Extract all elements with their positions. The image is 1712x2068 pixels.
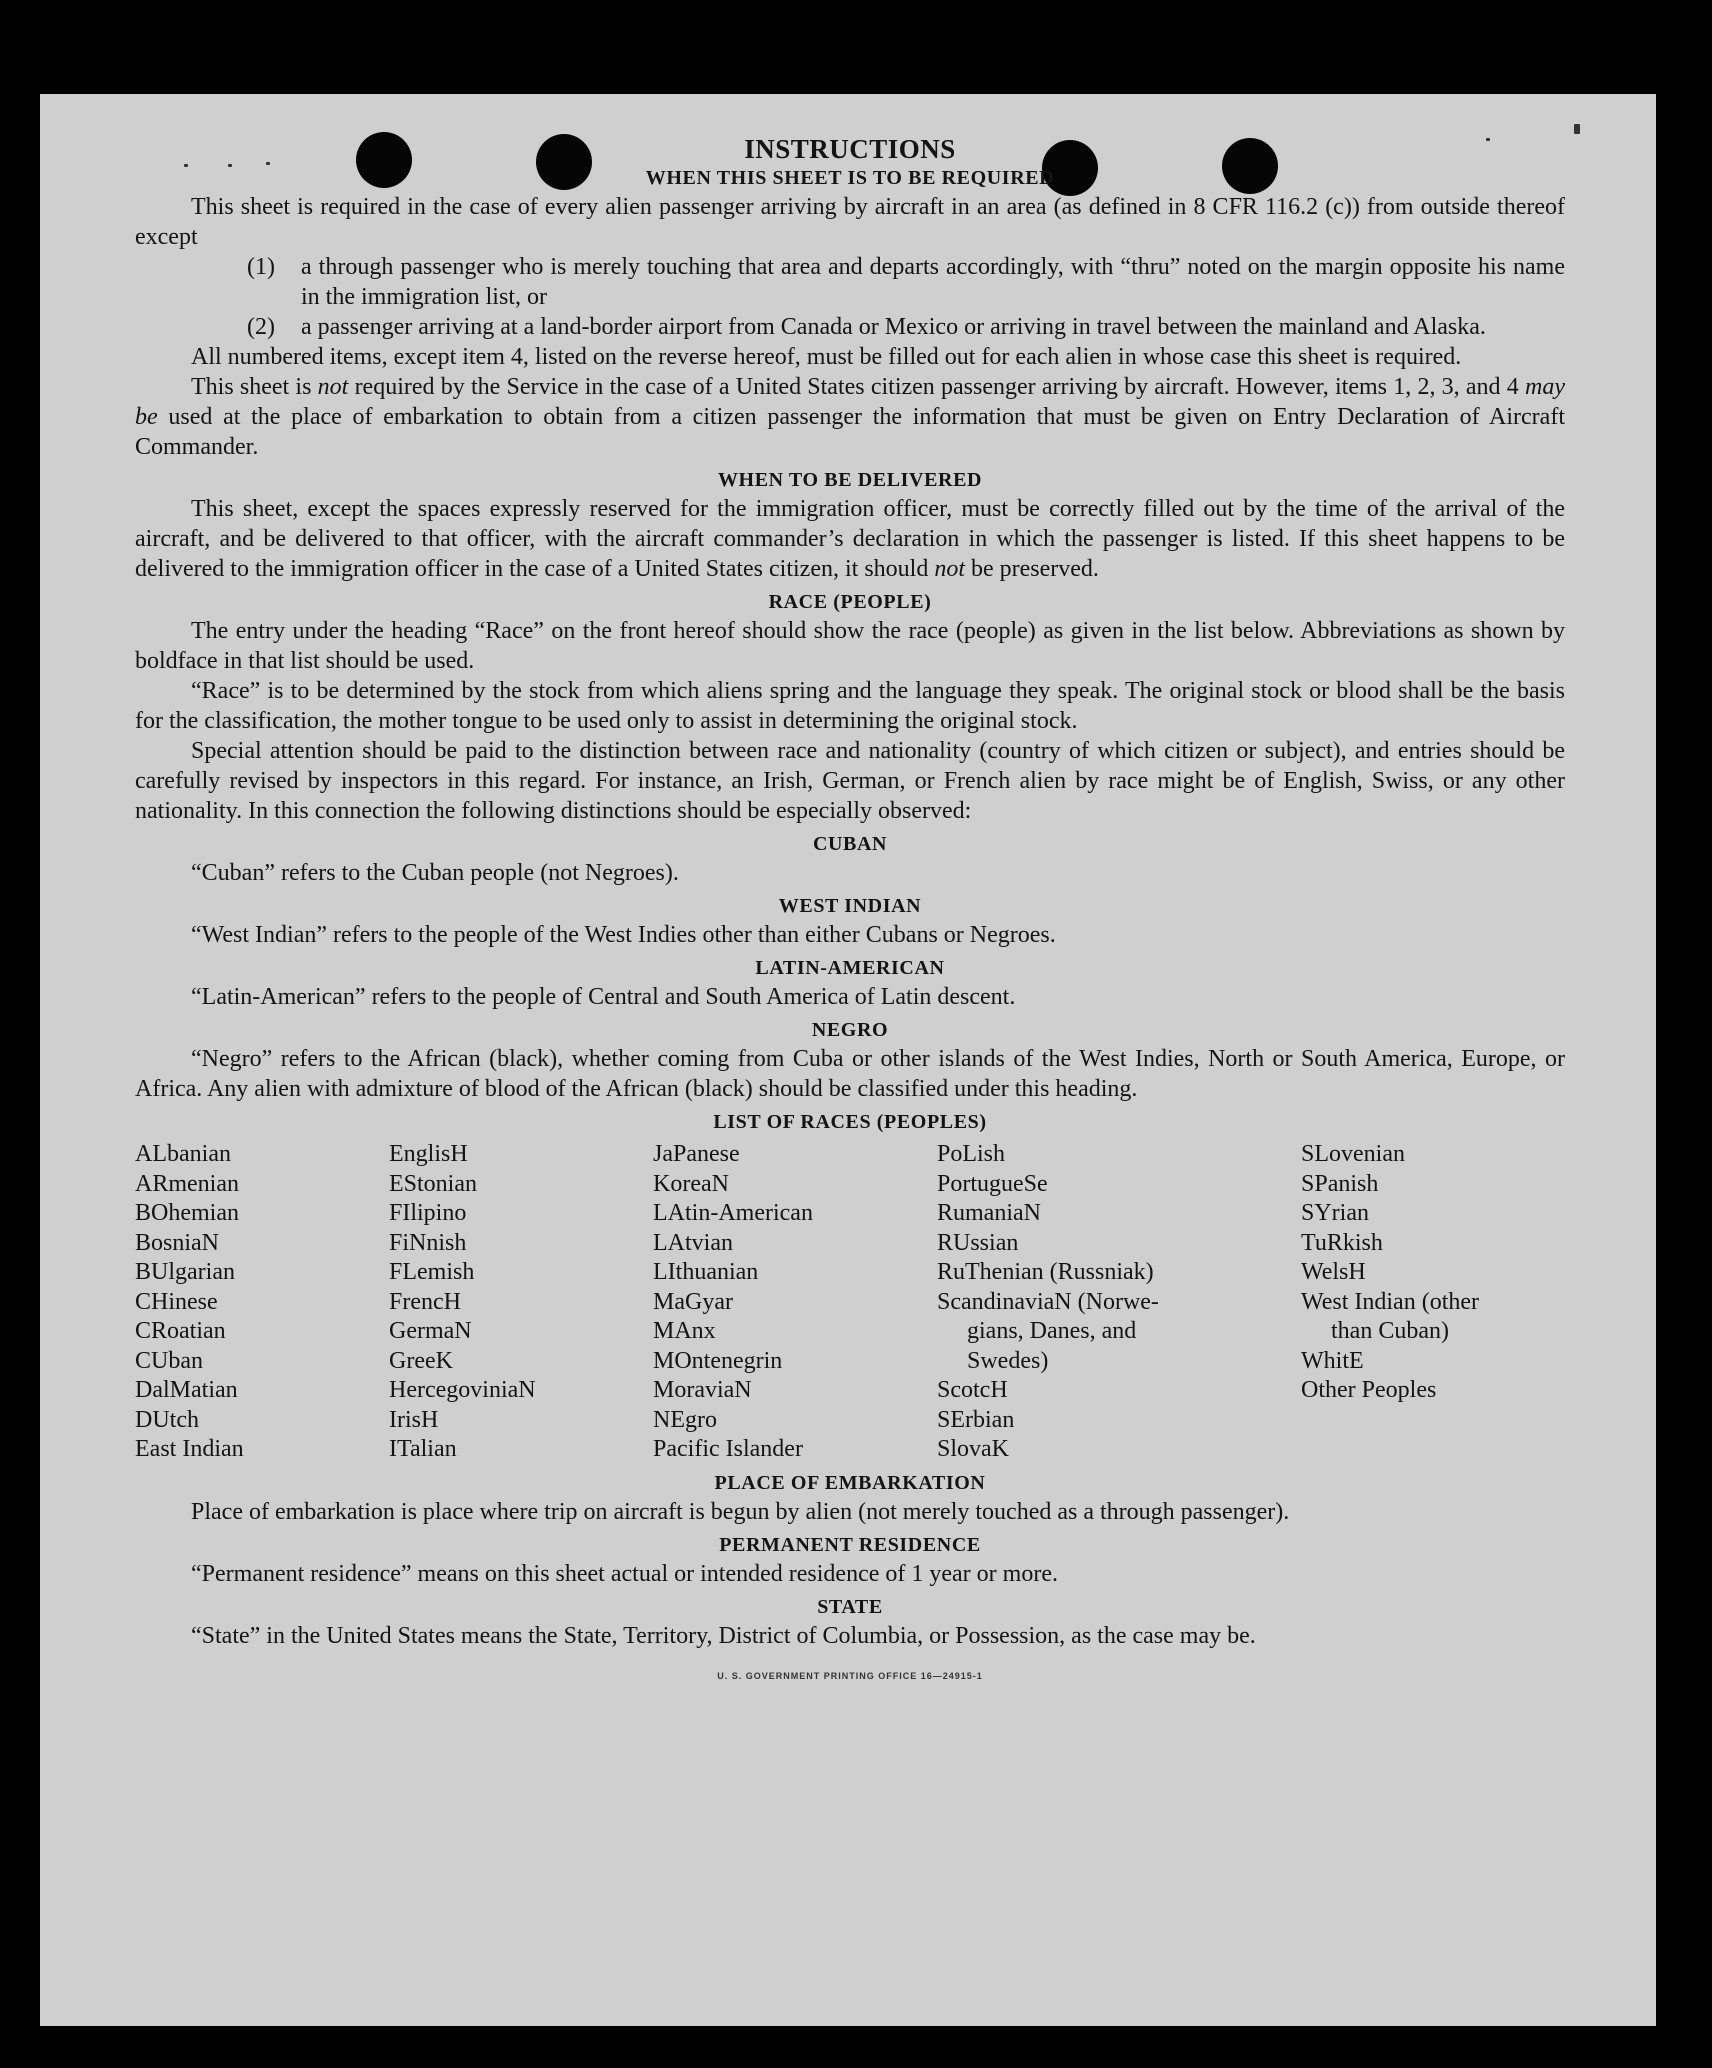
exception-item: (1) a through passenger who is merely touching that area and departs accordingly, with “thru” noted on the margin opposite his name in the immigration list, or — [247, 254, 1565, 310]
race-entry: EnglisH — [389, 1141, 468, 1167]
paragraph-required-intro: This sheet is required in the case of every alien passenger arriving by aircraft in an area (as defined in 8 CFR 116.2 (c)) from outside thereof except — [135, 194, 1565, 250]
race-entry: CUban — [135, 1347, 203, 1374]
race-entry: RUssian — [937, 1229, 1019, 1256]
paragraph-permanent-residence: “Permanent residence” means on this sheet actual or intended residence of 1 year or more. — [191, 1560, 1058, 1587]
race-entry: CRoatian — [135, 1318, 226, 1344]
heading-place-of-embarkation: PLACE OF EMBARKATION — [714, 1471, 986, 1494]
exception-item: (2) a passenger arriving at a land-border airport from Canada or Mexico or arriving in travel between the mainland and Alaska. — [247, 314, 1486, 340]
race-entry: BUlgarian — [135, 1259, 235, 1285]
paragraph-fragment: not — [317, 374, 349, 400]
paragraph-fragment: This sheet, except the spaces expressly reserved for the immigration officer, must be correctly filled out by the time of the arrival of the aircraft, and be delivered to that officer, with the aircraft commander’s declaration in which the passenger is listed. If this sheet happens to be delivered to the immigration officer in the case of a United States citizen, it should — [135, 496, 1565, 582]
race-entry: GermaN — [389, 1318, 472, 1344]
race-entry: East Indian — [135, 1436, 244, 1462]
paragraph-embarkation: Place of embarkation is place where trip on aircraft is begun by alien (not merely touched as a through passenger). — [191, 1498, 1290, 1525]
paragraph-cuban: “Cuban” refers to the Cuban people (not Negroes). — [191, 860, 679, 886]
heading-latin-american: LATIN-AMERICAN — [755, 957, 945, 979]
race-entry: DalMatian — [135, 1377, 238, 1403]
race-entry: ScotcH — [937, 1377, 1008, 1403]
race-entry: JaPanese — [653, 1141, 740, 1167]
race-entry: DUtch — [135, 1406, 199, 1433]
race-entry: MOntenegrin — [653, 1347, 783, 1374]
race-entry: EStonian — [389, 1170, 477, 1197]
page-title: INSTRUCTIONS — [744, 134, 956, 164]
race-entry: gians, Danes, and — [967, 1318, 1137, 1344]
heading-negro: NEGRO — [811, 1019, 889, 1041]
races-column — [937, 1140, 1301, 1465]
heading-list-of-races: LIST OF RACES (PEOPLES) — [713, 1111, 987, 1133]
instructions-text — [135, 134, 1565, 1691]
race-entry: ScandinaviaN (Norwe- — [937, 1288, 1159, 1315]
race-entry: Other Peoples — [1301, 1377, 1437, 1403]
race-entry: than Cuban) — [1331, 1318, 1449, 1344]
heading-state: STATE — [817, 1595, 883, 1618]
race-entry: FLemish — [389, 1259, 475, 1285]
paragraph-fragment: This sheet is — [191, 374, 318, 400]
heading-west-indian: WEST INDIAN — [778, 895, 922, 917]
paragraph-latin-american: “Latin-American” refers to the people of Central and South America of Latin descent. — [191, 984, 1016, 1010]
race-entry: SYrian — [1301, 1200, 1369, 1226]
paragraph-fragment: be preserved. — [965, 556, 1099, 582]
race-entry: GreeK — [389, 1347, 453, 1374]
race-entry: SPanish — [1301, 1170, 1379, 1197]
race-entry: TuRkish — [1301, 1229, 1383, 1256]
race-entry: Pacific Islander — [653, 1436, 803, 1462]
race-entry: PortugueSe — [937, 1170, 1048, 1197]
race-entry: HercegoviniaN — [389, 1377, 536, 1403]
paragraph-delivery — [135, 494, 1565, 584]
race-entry: ITalian — [389, 1436, 457, 1462]
heading-when-delivered: WHEN TO BE DELIVERED — [717, 469, 983, 491]
race-entry: RuThenian (Russniak) — [937, 1259, 1154, 1285]
race-entry: LIthuanian — [653, 1259, 759, 1285]
race-entry: CHinese — [135, 1288, 218, 1315]
heading-permanent-residence: PERMANENT RESIDENCE — [719, 1533, 981, 1556]
race-entry: LAtvian — [653, 1229, 733, 1256]
race-entry: IrisH — [389, 1406, 439, 1433]
paragraph-fragment: used at the place of embarkation to obtain from a citizen passenger the information that must be given on Entry Declaration of Aircraft Commander. — [135, 404, 1565, 460]
race-entry: Swedes) — [967, 1347, 1049, 1374]
races-column — [1301, 1140, 1561, 1465]
paragraph-fragment: not — [934, 556, 965, 582]
race-entry: FIlipino — [389, 1200, 467, 1226]
race-entry: WhitE — [1301, 1347, 1364, 1374]
race-entry: West Indian (other — [1301, 1288, 1480, 1315]
paragraph-west-indian: “West Indian” refers to the people of the West Indies other than either Cubans or Negroes. — [191, 922, 1056, 948]
paragraph-numbered-items: All numbered items, except item 4, listed on the reverse hereof, must be filled out for each alien in whose case this sheet is required. — [191, 344, 1462, 370]
races-column — [653, 1140, 937, 1465]
race-entry: KoreaN — [653, 1170, 729, 1197]
paragraph-citizen — [135, 372, 1565, 462]
heading-race: RACE (PEOPLE) — [768, 591, 932, 613]
paragraph-fragment: required by the Service in the case of a United States citizen passenger arriving by aircraft. However, items 1, 2, 3, and 4 — [348, 374, 1526, 400]
race-entry: PoLish — [937, 1141, 1006, 1167]
dust-speck — [1574, 124, 1580, 134]
race-entry: ARmenian — [135, 1170, 239, 1197]
paragraph-race-nationality: Special attention should be paid to the distinction between race and nationality (country of which citizen or subject), and entries should be carefully revised by inspectors in this regard. For instance, an Irish, German, or French alien by race might be of English, Swiss, or any other nationality. In this connection the following distinctions should be especially observed: — [135, 738, 1565, 824]
race-entry: MAnx — [653, 1318, 716, 1344]
race-entry: ALbanian — [135, 1141, 231, 1167]
race-entry: FrencH — [389, 1288, 461, 1315]
paragraph-negro: “Negro” refers to the African (black), whether coming from Cuba or other islands of the West Indies, North or South America, Europe, or Africa. Any alien with admixture of blood of the African (black) should be classified under this heading. — [135, 1046, 1565, 1102]
heading-when-required: WHEN THIS SHEET IS TO BE REQUIRED — [645, 167, 1055, 189]
paragraph-fragment: may be — [135, 374, 1565, 430]
race-entry: MoraviaN — [653, 1377, 752, 1403]
paragraph-state: “State” in the United States means the State, Territory, District of Columbia, or Possession, as the case may be. — [191, 1622, 1256, 1649]
race-entry: SlovaK — [937, 1436, 1009, 1462]
race-entry: LAtin-American — [653, 1200, 813, 1226]
heading-cuban: CUBAN — [812, 833, 888, 855]
race-entry: SErbian — [937, 1406, 1015, 1433]
race-entry: BosniaN — [135, 1229, 219, 1256]
race-entry: WelsH — [1301, 1259, 1366, 1285]
races-column — [135, 1140, 389, 1465]
printing-office-imprint: U. S. GOVERNMENT PRINTING OFFICE 16—24915-1 — [717, 1670, 983, 1681]
races-column — [389, 1140, 653, 1465]
document-sheet — [40, 94, 1656, 2026]
race-entry: NEgro — [653, 1406, 717, 1433]
race-entry: MaGyar — [653, 1288, 733, 1315]
race-entry: BOhemian — [135, 1200, 239, 1226]
race-entry: RumaniaN — [937, 1200, 1041, 1226]
paragraph-race-entry: The entry under the heading “Race” on the front hereof should show the race (people) as given in the list below. Abbreviations as shown by boldface in that list should be used. — [135, 618, 1565, 674]
race-entry: FiNnish — [389, 1229, 467, 1256]
races-list — [135, 1140, 1565, 1465]
paragraph-race-definition: “Race” is to be determined by the stock from which aliens spring and the language they speak. The original stock or blood shall be the basis for the classification, the mother tongue to be used only to assist in determining the original stock. — [135, 678, 1565, 734]
race-entry: SLovenian — [1301, 1141, 1405, 1167]
